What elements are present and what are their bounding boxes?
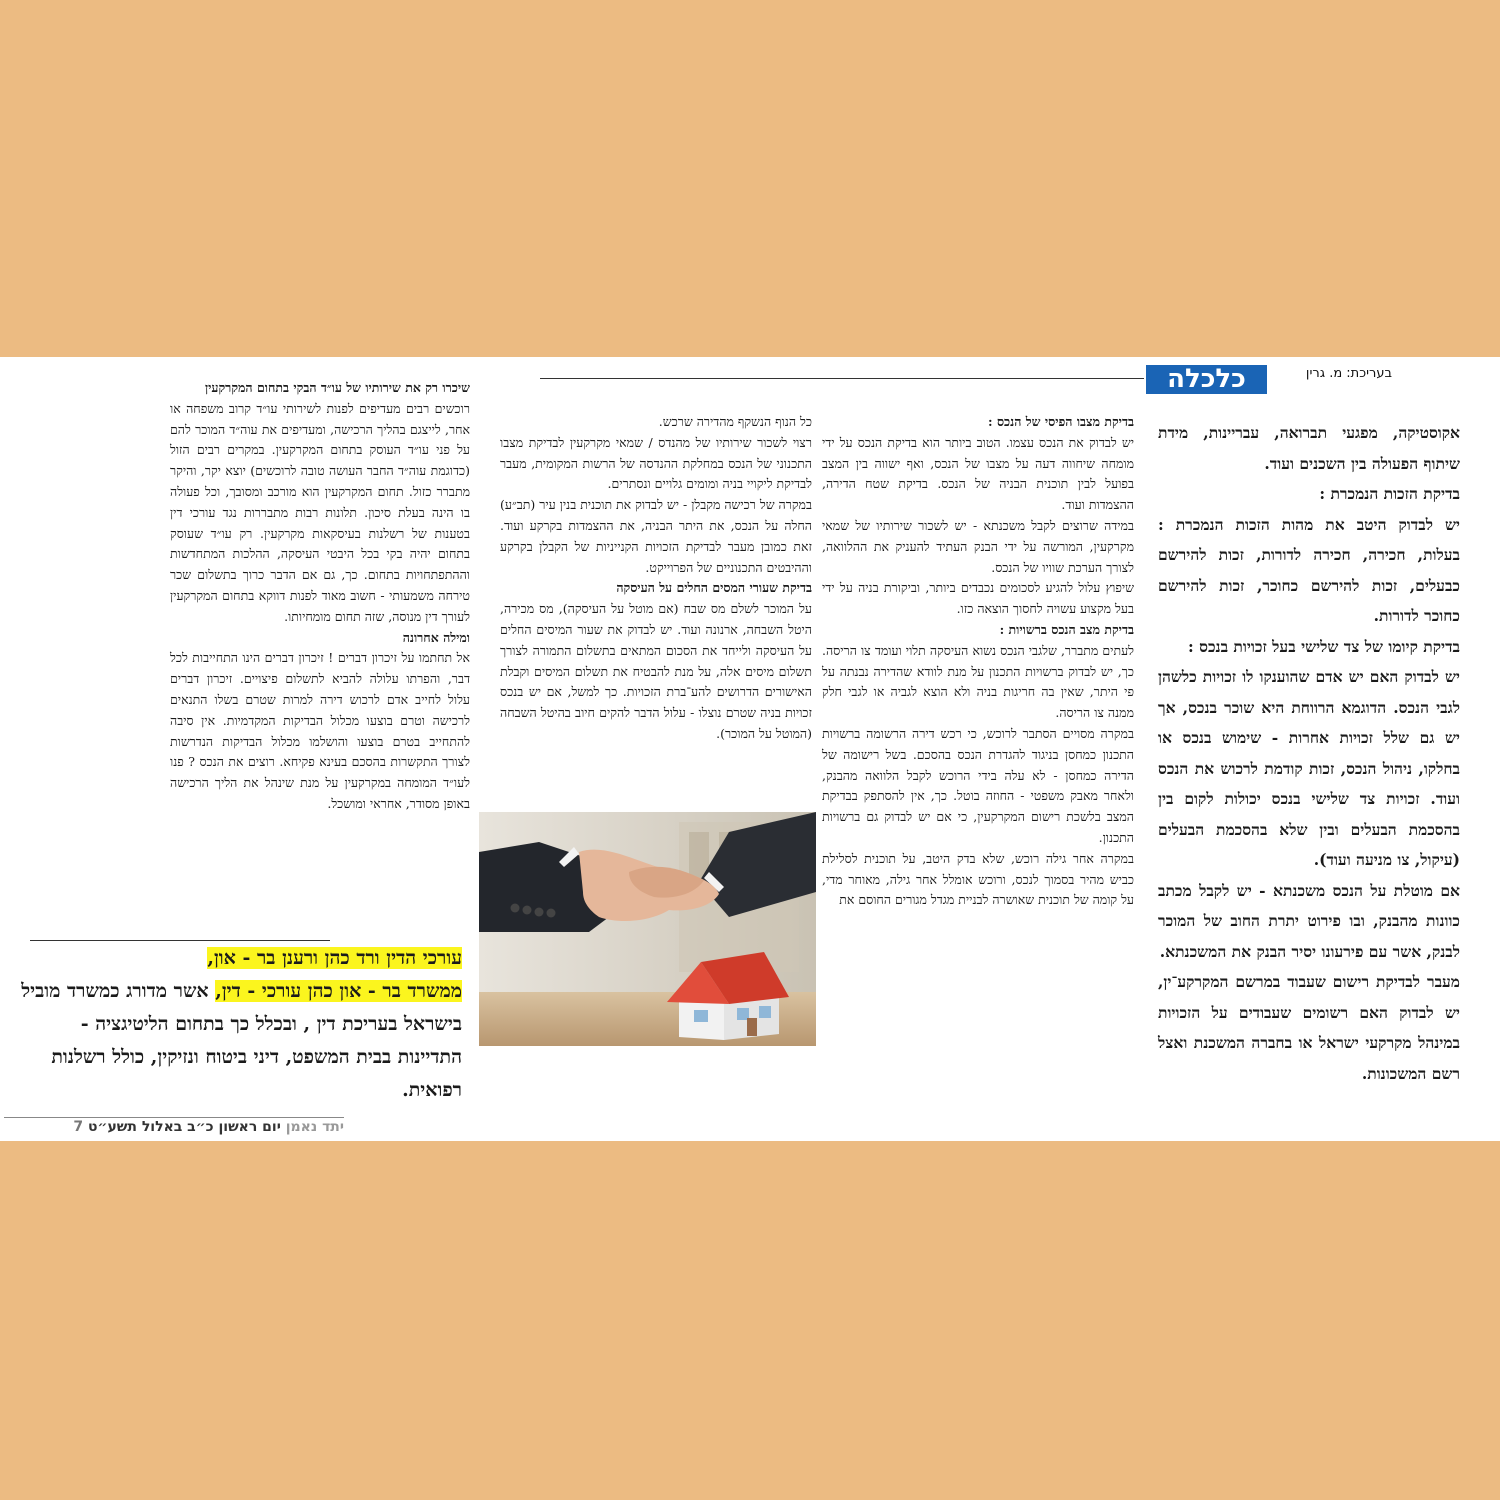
paragraph: במקרה אחר גילה רוכש, שלא בדק היטב, על תוכנית לסלילת כביש מהיר בסמוך לנכס, ורוכש אומלל אחר גילה, מאוחר מדי, על קומה של תוכנית שאושרה לבניית מגדל מגורים החוסם את <box>822 850 1134 908</box>
paragraph: כל הנוף הנשקף מהדירה שרכש. <box>658 414 812 429</box>
article-column-2 <box>822 412 1134 1092</box>
page-number: 7 <box>73 1119 84 1135</box>
subheading: בדיקת מצבו הפיסי של הנכס : <box>987 414 1134 429</box>
author-bio <box>10 942 462 1107</box>
paragraph: אל תחתמו על זיכרון דברים ! זיכרון דברים הינו התחייבות לכל דבר, והפרתו עלולה להביא לתשלום פיצויים. זיכרון דברים עלול לחייב אדם לרכוש דירה למרות שטרם בשלו התנאים לרכישה וטרם בוצעו מכלול הבדיקות המקדמיות. אין סיבה להתחייב בטרם בוצעו והושלמו מכלול הבדיקות הנדרשות לצורך התקשרות בהסכם בעינא פקיחא. רוצים את הנכס ? פנו לעו״ד המומחה במקרקעין על מנת שינהל את הליך הרכישה באופן מסודר, אחראי ומושכל. <box>170 650 470 811</box>
paragraph: מעבר לבדיקת רישום שעבוד במרשם המקרקע־ין, יש לבדוק האם רשומים שעבודים על הזכויות במינהל מקרקעי ישראל או בחברה המשכנת ואצל רשם המשכונות. <box>1158 972 1460 1083</box>
paragraph: יש לבדוק היטב את מהות הזכות הנמכרת : בעלות, חכירה, חכירה לדורות, זכות להירשם כבעלים, זכות להירשם כחוכר, זכות להירשם כחוכר לדורות. <box>1158 514 1460 625</box>
paragraph: אם מוטלת על הנכס משכנתא - יש לקבל מכתב כוונות מהבנק, ובו פירוט יתרת החוב של המוכר לבנק, אשר עם פירעונו יסיר הבנק את המשכנתא. <box>1158 880 1460 961</box>
paragraph: במידה שרוצים לקבל משכנתא - יש לשכור שירותיו של שמאי מקרקעין, המורשה על ידי הבנק העתיד להעניק את ההלוואה, לצורך הערכת שוויו של הנכס. <box>822 517 1134 575</box>
subheading: בדיקת קיומו של צד שלישי בעל זכויות בנכס : <box>1188 636 1460 656</box>
author-names: עורכי הדין ורד כהן ורענן בר - און, <box>207 947 462 969</box>
paragraph: במקרה של רכישה מקבלן - יש לבדוק את תוכנית בנין עיר (תב״ע) החלה על הנכס, את היתר הבניה, את ההצמדות בקרקע ועוד. זאת כמובן מעבר לבדיקת הזכויות הקנייניות של הקבלן בקרקע וההיבטים התכנוניים של הפרוייקט. <box>500 497 812 575</box>
paragraph: על המוכר לשלם מס שבח (אם מוטל על העיסקה), מס מכירה, היטל השבחה, ארנונה ועוד. יש לבדוק את שעור המיסים החלים על העיסקה ולייחד את הסכום המתאים בתשלום התמורה לצורך תשלום מיסים אלה, על מנת להבטיח את תשלום המיסים וקבלת האישורים הדרושים להע־ברת הזכויות. כך למשל, אם יש בנכס זכויות בניה שטרם נוצלו - עלול הדבר להקים חיוב בהיטל השבחה (המוטל על המוכר). <box>500 601 812 741</box>
paragraph: יש לבדוק האם יש אדם שהוענקו לו זכויות כלשהן לגבי הנכס. הדוגמא הרווחת היא שוכר בנכס, אך יש גם שלל זכויות אחרות - שימוש בנכס או בחלקו, ניהול הנכס, זכות קודמת לרכוש את הנכס ועוד. זכויות צד שלישי בנכס יכולות לקום בין בהסכמת הבעלים ובין שלא בהסכמת הבעלים (עיקול, צו מניעה ועוד). <box>1158 667 1460 869</box>
bio-rule <box>30 940 330 941</box>
subheading: ומילה אחרונה <box>402 629 470 645</box>
issue-date: יום ראשון כ״ב באלול תשע״ט <box>88 1119 281 1135</box>
subheading: בדיקת שעורי המסים החלים על העיסקה <box>616 580 812 596</box>
subheading: בדיקת הזכות הנמכרת : <box>1319 484 1460 503</box>
paragraph: יש לבדוק את הנכס עצמו. הטוב ביותר הוא בדיקת הנכס על ידי מומחה שיחווה דעה על מצבו של הנכס, ואף ישווה בין המצב בפועל לבין תוכנית הבניה של הנכס. בדיקת שטח הדירה, ההצמדות ועוד. <box>822 434 1134 513</box>
header-rule <box>540 378 1144 379</box>
paragraph: אקוסטיקה, מפגעי תברואה, עבריינות, מידת שיתוף הפעולה בין השכנים ועוד. <box>1158 423 1460 473</box>
paragraph: שיפוץ עלול להגיע לסכומים נכבדים ביותר, וביקורת בניה על ידי בעל מקצוע עשויה לחסוך הוצאה כזו. <box>822 580 1134 617</box>
article-column-3 <box>500 412 812 812</box>
section-title: כלכלה <box>1146 365 1267 394</box>
paragraph: רוכשים רבים מעדיפים לפנות לשירותי עו״ד קרוב משפחה או אחר, לייצגם בהליך הרכישה, ומעדיפים את עוה״ד המוכר להם על פני עו״ד העוסק בתחום המקרקעין. במקרים רבים הזול (כדוגמת עוה״ד החבר העושה טובה לרוכשים) יוצא יקר, והיקר מתברר כזול. תחום המקרקעין הוא מורכב ומסובך, וכל פעולה בו הינה בעלת סיכון. תלונות רבות מתבררות נגד עורכי דין בטענות של רשלנות בעיסקאות מקרקעין. רק עו״ד שעוסק בתחום יהיה בקי בכל היבטי העיסקה, ההלכות המתחדשות וההתפתחויות בתחום. כך, גם אם הדבר כרוך בתשלום שכר טירחה משמעותי - חשוב מאוד לפנות דווקא בתחום המקרקעין לעורך דין מנוסה, שזה תחום מומחיותו. <box>170 400 470 624</box>
handshake-house-photo <box>479 812 816 1046</box>
paragraph: במקרה מסויים הסתבר לרוכש, כי רכש דירה הרשומה ברשויות התכנון כמחסן בניגוד להגדרת הנכס בהסכם. בשל רישומה של הדירה כמחסן - לא עלה בידי הרוכש לקבל הלוואה מהבנק, ולאחר מאבק משפטי - החוזה בוטל. כך, אין להסתפק בבדיקת המצב בלשכת רישום המקרקעין, כי אם יש לבדוק גם ברשויות התכנון. <box>822 725 1134 845</box>
page-footer <box>4 1117 344 1136</box>
newspaper-name: יתד נאמן <box>285 1119 344 1135</box>
firm-name: ממשרד בר - און כהן עורכי - דין, <box>215 980 462 1002</box>
subheading: שיכרו רק את שירותיו של עו״ד הבקי בתחום המקרקעין <box>204 380 470 395</box>
editor-credit: בעריכת: מ. גרין <box>1305 366 1392 381</box>
bio-text: אשר מדורג כמשרד מוביל בישראל בעריכת דין , ובכלל כך בתחום הליטיגציה - התדיינות בבית המשפט, דיני ביטוח ונזיקין, כולל רשלנות רפואית. <box>21 980 462 1101</box>
paragraph: לעתים מתברר, שלגבי הנכס נשוא העיסקה תלוי ועומד צו הריסה. כך, יש לבדוק ברשויות התכנון על מנת לוודא שהדירה נבנתה על פי היתר, שאין בה חריגות בניה ולא הוצא לגביה או לגבי חלק ממנה צו הריסה. <box>822 642 1134 721</box>
subheading: בדיקת מצב הנכס ברשויות : <box>999 621 1134 637</box>
paragraph: רצוי לשכור שירותיו של מהנדס / שמאי מקרקעין לבדיקת מצבו התכנוני של הנכס במחלקת ההנדסה של הרשות המקומית, מעבר לבדיקת ליקויי בניה ומומים גלויים ונסתרים. <box>500 434 812 492</box>
article-column-4 <box>170 378 470 938</box>
article-column-1 <box>1158 418 1460 1083</box>
